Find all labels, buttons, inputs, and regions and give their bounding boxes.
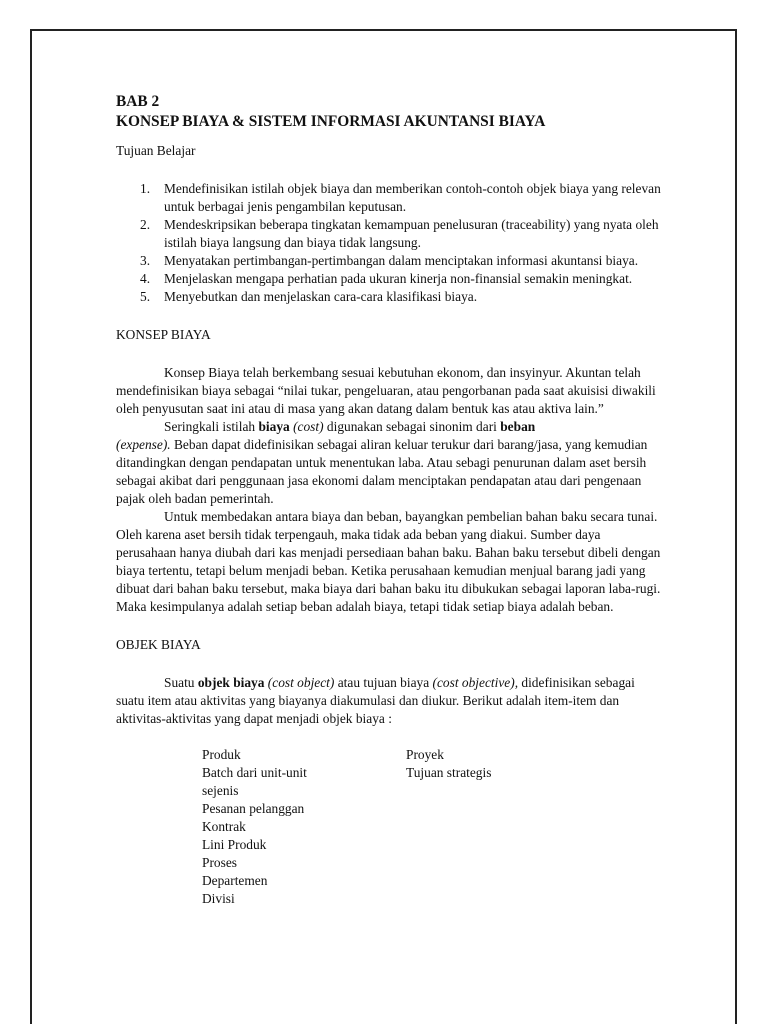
list-item: sejenis — [202, 783, 239, 798]
term-expense: (expense). — [116, 437, 171, 452]
item-text: Menjelaskan mengapa perhatian pada ukuran kinerja non-finansial semakin meningkat. — [164, 271, 633, 286]
paragraph-konsep-2 — [116, 418, 661, 508]
term-objek-biaya: objek biaya — [197, 675, 265, 690]
item-number: 4. — [140, 271, 151, 286]
paragraph-konsep-1: Konsep Biaya telah berkembang sesuai kebutuhan ekonom, dan insyinyur. Akuntan telah mendefinisikan biaya sebagai “nilai tukar, pengeluaran, atau pengorbanan pada saat akuisisi diwakili oleh penyusutan saat ini atau di masa yang akan datang dalam bentuk kas atau aktiva lain.” — [116, 365, 656, 416]
learning-goals-label: Tujuan Belajar — [116, 143, 196, 158]
list-item: Pesanan pelanggan — [202, 801, 305, 816]
learning-goals-list — [116, 180, 661, 306]
term-biaya: biaya — [258, 419, 290, 434]
term-cost-object: (cost object) — [264, 675, 335, 690]
list-item: Kontrak — [202, 819, 246, 834]
text-run: Suatu — [164, 675, 198, 690]
list-item — [116, 288, 661, 306]
cost-object-list-right — [406, 746, 546, 782]
cost-object-lists — [116, 746, 661, 906]
item-text: Menyatakan pertimbangan-pertimbangan dalam menciptakan informasi akuntansi biaya. — [164, 253, 639, 268]
list-item: Produk — [202, 747, 241, 762]
item-number: 1. — [140, 181, 151, 196]
list-item — [116, 270, 661, 288]
list-item: Proyek — [406, 747, 444, 762]
chapter-title: KONSEP BIAYA & SISTEM INFORMASI AKUNTANSI BIAYA — [116, 113, 546, 130]
list-item: Tujuan strategis — [406, 765, 492, 780]
list-item: Proses — [202, 855, 237, 870]
list-item: Divisi — [202, 891, 235, 906]
list-item — [116, 180, 661, 216]
item-text: Mendefinisikan istilah objek biaya dan memberikan contoh-contoh objek biaya yang relevan untuk berbagai jenis pengambilan keputusan. — [164, 181, 661, 214]
text-run: Seringkali istilah — [164, 419, 259, 434]
list-item: Lini Produk — [202, 837, 267, 852]
paragraph-objek-1 — [116, 674, 661, 728]
document-body — [116, 92, 661, 906]
item-number: 5. — [140, 289, 151, 304]
text-run: didefinisikan sebagai suatu item atau aktivitas yang biayanya diakumulasi dan diukur. Berikut adalah item-item dan aktivitas-aktivitas yang dapat menjadi objek biaya : — [116, 675, 635, 726]
chapter-number: BAB 2 — [116, 93, 160, 110]
section-heading-objek-biaya: OBJEK BIAYA — [116, 637, 201, 652]
term-cost: (cost) — [289, 419, 324, 434]
text-run: atau tujuan biaya — [334, 675, 433, 690]
item-number: 2. — [140, 217, 151, 232]
paragraph-konsep-3: Untuk membedakan antara biaya dan beban, bayangkan pembelian bahan baku secara tunai. Oleh karena aset bersih tidak terpengauh, maka tidak ada beban yang diakui. Sumber daya perusahaan hanya diubah dari kas menjadi persediaan bahan baku. Bahan baku tersebut dibeli dengan biaya tertentu, tetapi belum menjadi beban. Ketika perusahaan kemudian menjual barang jadi yang dibuat dari bahan baku tersebut, maka biaya dari bahan baku itu dibukukan sebagai laporan laba-rugi. Maka kesimpulanya adalah setiap beban adalah biaya, tetapi tidak setiap biaya adalah beban. — [116, 509, 661, 614]
text-run: digunakan sebagai sinonim dari — [323, 419, 501, 434]
item-number: 3. — [140, 253, 151, 268]
item-text: Mendeskripsikan beberapa tingkatan kemampuan penelusuran (traceability) yang nyata oleh istilah biaya langsung dan biaya tidak langsung. — [164, 217, 659, 250]
list-item — [116, 216, 661, 252]
cost-object-list-left — [202, 746, 342, 908]
text-run: Beban dapat didefinisikan sebagai aliran keluar terukur dari barang/jasa, yang kemudian ditandingkan dengan pendapatan untuk menentukan laba. Atau sebagi penurunan dalam aset bersih sebagai akibat dari penggunaan jasa ekonomi dalam menciptakan pendapatan atau dari pengenaan pajak oleh badan pemerintah. — [116, 437, 648, 506]
list-item — [116, 252, 661, 270]
list-item: Departemen — [202, 873, 268, 888]
term-beban: beban — [500, 419, 536, 434]
list-item: Batch dari unit-unit — [202, 765, 307, 780]
section-heading-konsep-biaya: KONSEP BIAYA — [116, 327, 211, 342]
item-text: Menyebutkan dan menjelaskan cara-cara klasifikasi biaya. — [164, 289, 478, 304]
term-cost-objective: (cost objective), — [432, 675, 519, 690]
